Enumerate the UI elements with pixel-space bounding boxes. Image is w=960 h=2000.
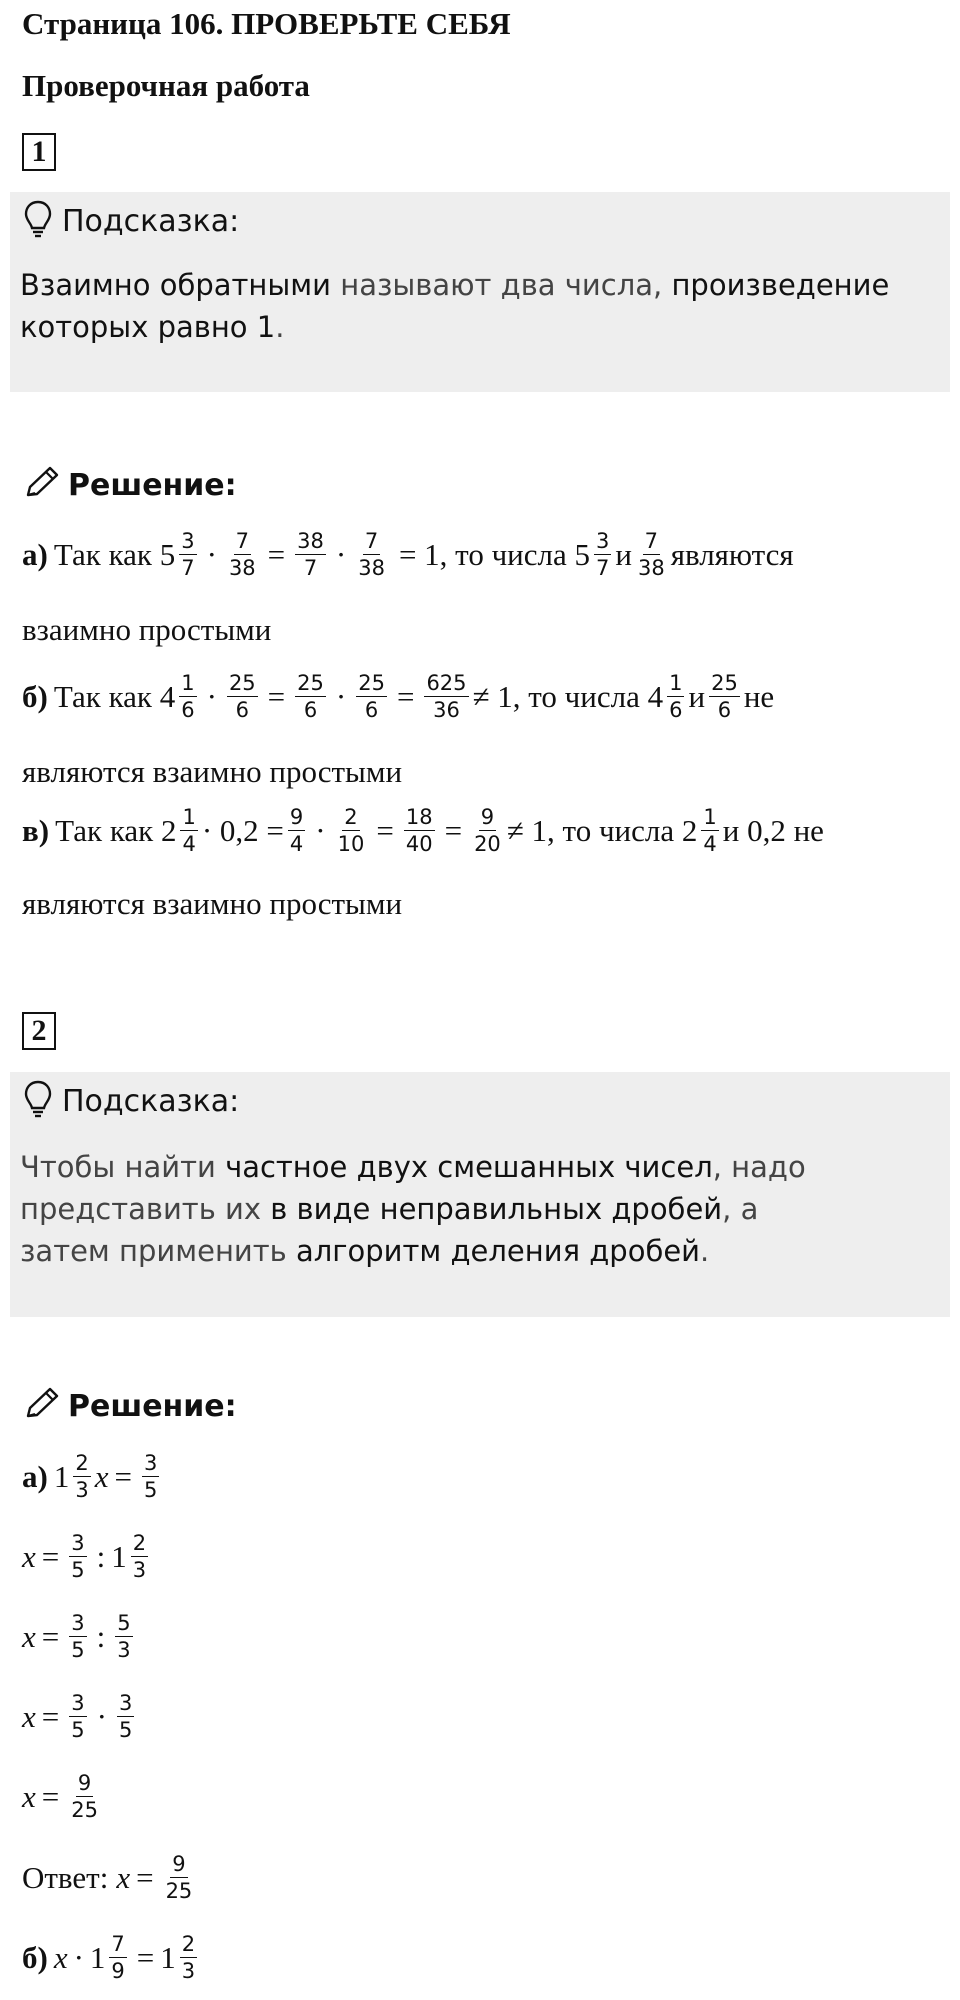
solution-header-1 — [22, 465, 237, 506]
fraction: $\frac{3}{5}$ — [71, 1531, 85, 1583]
hint-label-1: Подсказка: — [62, 204, 240, 239]
hint-text-2d: . — [700, 1234, 710, 1268]
text-1a-mid: = 1, то числа 5 — [398, 536, 590, 572]
hint-header-2 — [24, 1080, 239, 1123]
item-marker-2a: а) — [22, 1458, 48, 1494]
solution-2a-line1: а) 1 $\frac{2}{3}$ x = $\frac{3}{5}$ — [22, 1451, 158, 1503]
hint-label-2: Подсказка: — [62, 1084, 240, 1119]
text-1a-pre: Так как 5 — [53, 536, 176, 572]
fraction: $\frac{18}{40}$ — [405, 805, 433, 857]
variable-x: x — [22, 1698, 36, 1734]
variable-x: x — [116, 1859, 131, 1895]
solution-1c-cont: являются взаимно простыми — [22, 886, 403, 921]
hint-box-2 — [10, 1072, 950, 1317]
fraction: $\frac{7}{38}$ — [228, 529, 256, 581]
text-1c-tail: и 0,2 не — [722, 812, 824, 848]
text-1a-tail: являются — [670, 536, 794, 572]
solution-2b-line1: б) x · 1 $\frac{7}{9}$ = 1 $\frac{2}{3}$ — [22, 1932, 196, 1984]
hint-text-2a: Чтобы найти — [20, 1150, 226, 1184]
hint-bold-2c: алгоритм деления дробей — [295, 1234, 701, 1268]
fraction: $\frac{9}{25}$ — [165, 1852, 193, 1904]
hint-bold-2b: в виде неправильных дробей — [270, 1192, 723, 1226]
solution-header-2 — [22, 1386, 237, 1427]
fraction: $\frac{9}{4}$ — [289, 805, 304, 857]
text-1b-pre: Так как 4 — [53, 678, 176, 714]
text-1a-and: и — [615, 536, 632, 572]
fraction: $\frac{1}{6}$ — [181, 671, 195, 723]
hint-header-1 — [24, 200, 239, 243]
text-1c-pre: Так как 2 — [55, 812, 177, 848]
fraction: $\frac{3}{7}$ — [596, 529, 610, 581]
hint-bold-1a: Взаимно обратными — [20, 268, 332, 302]
variable-x: x — [53, 1939, 68, 1975]
solution-1a-cont: взаимно простыми — [22, 612, 272, 647]
page-title: Страница 106. ПРОВЕРЬТЕ СЕБЯ — [22, 6, 511, 41]
item-marker-2b: б) — [22, 1939, 48, 1975]
answer-label: Ответ: — [22, 1859, 109, 1895]
fraction: $\frac{3}{7}$ — [181, 529, 195, 581]
solution-2a-line3: x = $\frac{3}{5}$ : $\frac{5}{3}$ — [22, 1611, 131, 1663]
fraction: $\frac{7}{9}$ — [111, 1932, 125, 1984]
pencil-icon — [22, 465, 62, 506]
task-number-2: 2 — [22, 1012, 56, 1050]
fraction: $\frac{1}{6}$ — [669, 671, 683, 723]
hint-bold-1b: произведение которых равно 1 — [20, 268, 890, 344]
solution-1b-cont: являются взаимно простыми — [22, 754, 403, 789]
fraction: $\frac{2}{3}$ — [132, 1531, 147, 1583]
variable-x: x — [22, 1538, 36, 1574]
text-1c-dec: · 0,2 = — [201, 812, 284, 848]
fraction: $\frac{3}{5}$ — [118, 1691, 133, 1743]
lightbulb-icon — [24, 200, 52, 243]
hint-box-1 — [10, 192, 950, 392]
solution-1c-line: в) Так как 2 $\frac{1}{4}$ · 0,2 = $\frac{9}{4}$ · $\frac{2}{10}$ = $\frac{18}{40}$ = $\frac{9}{20}$ ≠ 1, то числа 2 $\frac{1}{4}$ и 0,2 не — [22, 805, 824, 857]
solution-2a-line5: x = $\frac{9}{25}$ — [22, 1771, 98, 1823]
fraction: $\frac{625}{36}$ — [426, 671, 467, 723]
fraction: $\frac{25}{6}$ — [358, 671, 385, 723]
fraction: $\frac{2}{10}$ — [337, 805, 365, 857]
variable-x: x — [22, 1778, 36, 1814]
solution-2a-answer: Ответ: x = $\frac{9}{25}$ — [22, 1852, 193, 1904]
solution-label-1: Решение: — [68, 468, 237, 503]
text-1b-mid: ≠ 1, то числа 4 — [472, 678, 664, 714]
pencil-icon — [22, 1386, 62, 1427]
fraction: $\frac{38}{7}$ — [297, 529, 324, 581]
hint-text-2c: , а затем применить — [20, 1192, 759, 1268]
fraction: $\frac{3}{5}$ — [71, 1691, 85, 1743]
solution-1a-line: а) Так как 5 $\frac{3}{7}$ · $\frac{7}{38}$ = $\frac{38}{7}$ · $\frac{7}{38}$ = 1, то числа 5 $\frac{3}{7}$ и $\frac{7}{38}$ являются — [22, 529, 794, 581]
hint-text-1b: . — [275, 310, 285, 344]
solution-1b-line: б) Так как 4 $\frac{1}{6}$ · $\frac{25}{6}$ = $\frac{25}{6}$ · $\frac{25}{6}$ = $\frac{625}{36}$ ≠ 1, то числа 4 $\frac{1}{6}$ и $\frac{25}{6}$ не — [22, 671, 775, 723]
fraction: $\frac{9}{25}$ — [71, 1771, 98, 1823]
text-1b-and: и — [688, 678, 706, 714]
hint-text-2b: , надо представить их — [20, 1150, 806, 1226]
fraction: $\frac{1}{4}$ — [703, 805, 717, 857]
item-marker-1c: в) — [22, 812, 50, 848]
hint-text-2 — [20, 1146, 840, 1272]
fraction: $\frac{7}{38}$ — [637, 529, 665, 581]
lightbulb-icon — [24, 1080, 52, 1123]
fraction: $\frac{3}{5}$ — [71, 1611, 85, 1663]
fraction: $\frac{7}{38}$ — [358, 529, 385, 581]
task-number-1: 1 — [22, 133, 56, 171]
variable-x: x — [22, 1618, 36, 1654]
fraction: $\frac{2}{3}$ — [75, 1451, 89, 1503]
solution-2a-line4: x = $\frac{3}{5}$ · $\frac{3}{5}$ — [22, 1691, 133, 1743]
fraction: $\frac{25}{6}$ — [711, 671, 738, 723]
text-1b-tail: не — [743, 678, 775, 714]
item-marker-1a: а) — [22, 536, 48, 572]
fraction: $\frac{25}{6}$ — [297, 671, 324, 723]
fraction: $\frac{9}{20}$ — [474, 805, 501, 857]
item-marker-1b: б) — [22, 678, 48, 714]
hint-bold-2a: частное двух смешанных чисел — [225, 1150, 713, 1184]
fraction: $\frac{25}{6}$ — [228, 671, 256, 723]
fraction: $\frac{5}{3}$ — [117, 1611, 131, 1663]
solution-label-2: Решение: — [68, 1389, 237, 1424]
variable-x: x — [94, 1458, 109, 1494]
fraction: $\frac{2}{3}$ — [181, 1932, 196, 1984]
hint-text-1 — [20, 264, 930, 348]
fraction: $\frac{1}{4}$ — [182, 805, 196, 857]
text-1c-mid: ≠ 1, то числа 2 — [506, 812, 698, 848]
solution-2a-line2: x = $\frac{3}{5}$ : 1 $\frac{2}{3}$ — [22, 1531, 147, 1583]
hint-text-1a: называют два числа, — [331, 268, 672, 302]
page-subtitle: Проверочная работа — [22, 68, 310, 103]
fraction: $\frac{3}{5}$ — [143, 1451, 158, 1503]
